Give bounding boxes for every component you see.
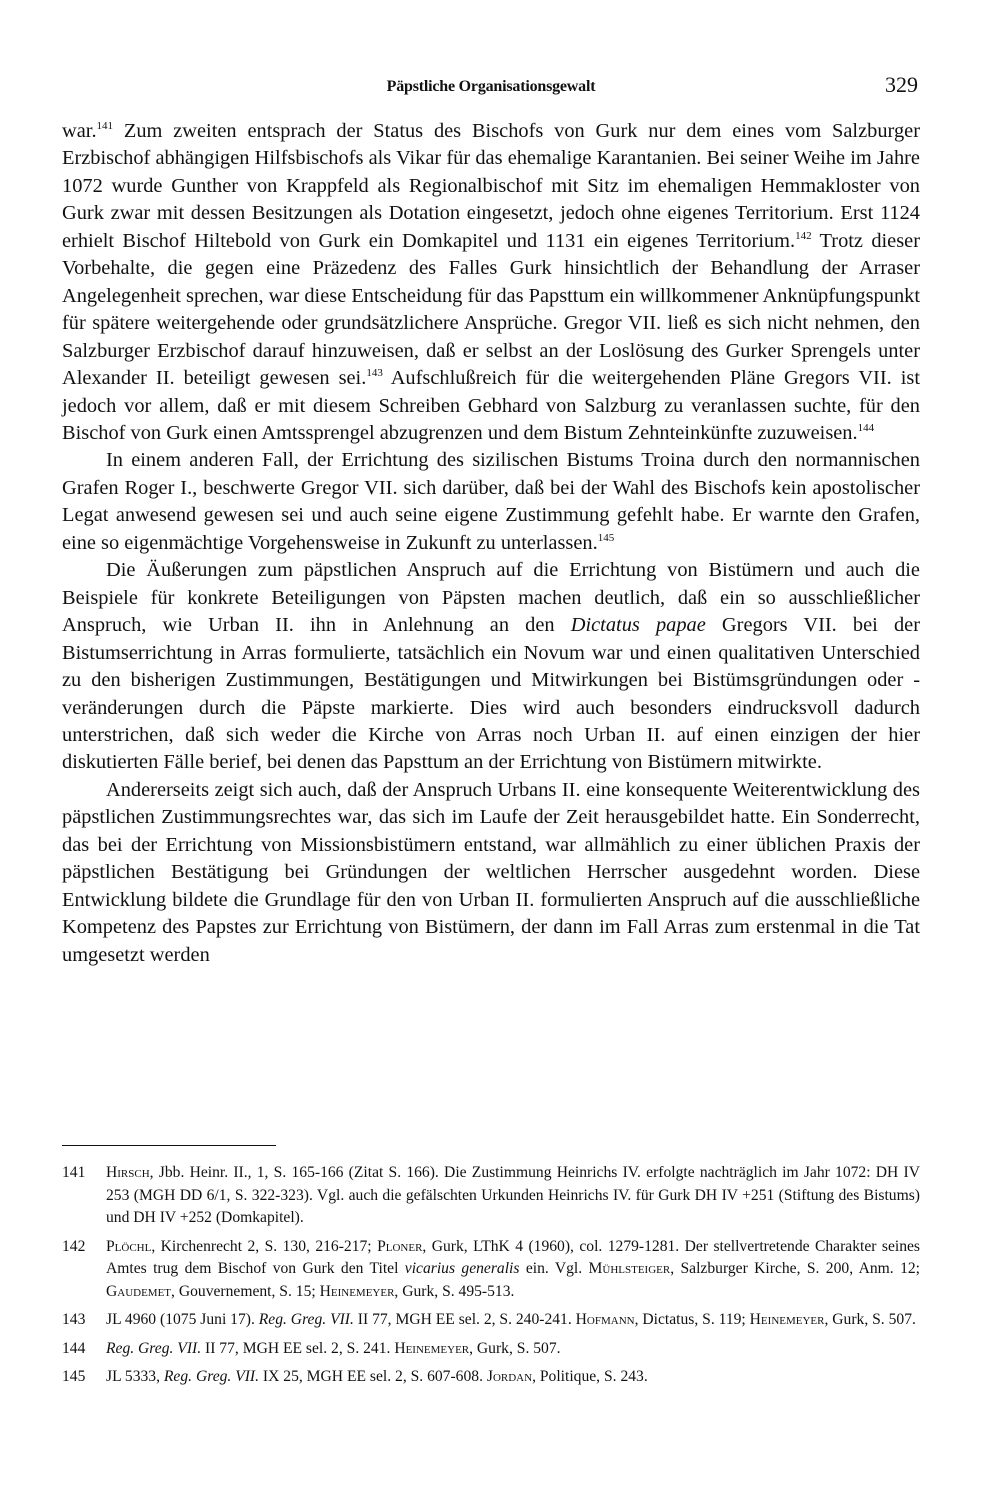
page-number: 329 <box>885 72 918 97</box>
text-span: Trotz dieser Vorbehalte, die gegen eine Präzedenz des Falles Gurk hinsichtlich der Behandlung der Arraser Angelegenheit sprechen, war diese Entscheidung für das Papsttum ein willkommener Anknüpfungspunkt für spätere weitergehende oder grundsätzlichere Ansprüche. Gregor VII. ließ es sich nicht nehmen, den Salzburger Erzbischof darauf hinzuweisen, daß er selbst an der Loslösung des Gurker Sprengels unter Alexander II. beteiligt gewesen sei. <box>62 229 921 390</box>
text-span: , Gurk, S. 507. <box>469 1339 561 1357</box>
text-span: II 77, MGH EE sel. 2, S. 241. <box>201 1339 395 1357</box>
italic-title: Reg. Greg. VII. <box>258 1311 354 1328</box>
text-span: , Dictatus, S. 119; <box>634 1311 750 1328</box>
text-span: , Gurk, LThK 4 (1960), col. 1279-1281. Der stellvertretende Charakter seines Amtes trug dem Bischof von Gurk den Titel <box>106 1237 920 1277</box>
footnote-ref: 143 <box>366 367 383 380</box>
italic-title: Reg. Greg. VII. <box>163 1368 260 1385</box>
text-span: Aufschlußreich für die weitergehenden Pläne Gregors VII. ist jedoch vor allem, daß er mit diesem Schreiben Gebhard von Salzburg zu veranlassen suchte, für den Bischof von Gurk einen Amtssprengel abzugrenzen und dem Bistum Zehnteinkünfte zuzuweisen. <box>62 367 920 444</box>
text-span: Gregors VII. bei der Bistumserrichtung in Arras formulierte, tatsächlich ein Novum war und einen qualitativen Unterschied zu den bisherigen Zustimmungen, Bestätigungen und Mitwirkungen bei Bistümsgründungen oder -veränderungen durch die Päpste markierte. Dies wird auch besonders eindrucksvoll dadurch unterstrichen, daß sich weder die Kirche von Arras noch Urban II. auf einen einzigen der hier diskutierten Fälle berief, bei denen das Papsttum an der Errichtung von Bistümern mitwirkte. <box>62 614 920 774</box>
footnote <box>62 1366 920 1389</box>
text-span: Zum zweiten entsprach der Status des Bischofs von Gurk nur dem eines vom Salzburger Erzbischof abhängigen Hilfsbischofs als Vikar für das ehemalige Karantanien. Bei seiner Weihe im Jahre 1072 wurde Gunther von Krappfeld als Regionalbischof mit Sitz im ehemaligen Hemmakloster von Gurk zwar mit dessen Besitzungen als Dotation eingesetzt, jedoch ohne eigenes Territorium. Erst 1124 erhielt Bischof Hiltebold von Gurk ein Domkapitel und 1131 ein eigenes Territorium. <box>62 120 920 252</box>
text-span: , Kirchenrecht 2, S. 130, 216-217; <box>151 1237 378 1255</box>
text-span: ein. Vgl. <box>519 1260 589 1277</box>
text-span: , Gouvernement, S. 15; <box>171 1282 320 1300</box>
footnote-number: 143 <box>62 1311 86 1328</box>
footnote-ref: 145 <box>597 531 615 544</box>
footnote <box>62 1236 920 1304</box>
text-span: JL 4960 (1075 Juni 17). <box>106 1311 259 1328</box>
paragraph <box>62 557 920 777</box>
author-name: Ploner <box>377 1237 423 1255</box>
footnote-number: 144 <box>62 1339 86 1357</box>
text-span: Andererseits zeigt sich auch, daß der Anspruch Urbans II. eine konsequente Weiterentwicklung des päpstlichen Zustimmungsrechtes war, das sich im Laufe der Zeit herausgebildet hatte. Ein Sonderrecht, das bei der Errichtung von Missionsbistümern entstand, war allmählich zu einer üblichen Praxis der päpstlichen Bestätigung bei Gründungen der weltlichen Herrscher ausgedehnt worden. Diese Entwicklung bildete die Grundlage für den von Urban II. formulierten Anspruch auf die ausschließliche Kompetenz des Papstes zur Errichtung von Bistümern, der dann im Fall Arras zum erstenmal in die Tat umgesetzt werden <box>62 778 920 966</box>
page-header <box>62 72 920 108</box>
footnote-ref: 144 <box>857 421 875 434</box>
main-text <box>62 118 920 969</box>
footnote-ref: 142 <box>795 229 812 242</box>
text-span: , Salzburger Kirche, S. 200, Anm. 12; <box>670 1260 920 1277</box>
author-name: Heinemeyer <box>394 1339 470 1357</box>
text-span: , Politique, S. 243. <box>532 1368 648 1385</box>
footnote-ref: 141 <box>96 120 114 132</box>
text-span: war. <box>62 120 97 142</box>
author-name: Heinemeyer <box>749 1311 825 1328</box>
footnote-number: 142 <box>62 1237 86 1255</box>
text-span: , Jbb. Heinr. II., 1, S. 165-166 (Zitat S. 166). Die Zustimmung Heinrichs IV. erfolgte nachträglich im Jahr 1072: DH IV 253 (MGH DD 6/1, S. 322-323). Vgl. auch die gefälschten Urkunden Heinrichs IV. für Gurk DH IV +251 (Stiftung des Bistums) und DH IV +252 (Domkapitel). <box>106 1164 920 1226</box>
footnote <box>62 1162 920 1230</box>
text-span: IX 25, MGH EE sel. 2, S. 607-608. <box>259 1368 487 1385</box>
author-name: Plöchl <box>106 1237 152 1255</box>
text-span: , Gurk, S. 495-513. <box>394 1282 515 1300</box>
italic-term: vicarius generalis <box>404 1260 520 1277</box>
italic-title: Reg. Greg. VII. <box>106 1339 202 1357</box>
author-name: Mühlsteiger <box>588 1260 671 1277</box>
text-span: In einem anderen Fall, der Errichtung des sizilischen Bistums Troina durch den normannischen Grafen Roger I., beschwerte Gregor VII. sich darüber, daß bei der Wahl des Bischofs kein apostolischer Legat anwesend gewesen sei und auch seine eigene Zustimmung gefehlt habe. Er warnte den Grafen, eine so eigenmächtige Vorgehensweise in Zukunft zu unterlassen. <box>62 449 920 554</box>
running-head: Päpstliche Organisationsgewalt <box>386 78 596 95</box>
author-name: Hofmann <box>575 1311 635 1328</box>
footnotes <box>62 1162 920 1389</box>
paragraph <box>62 118 920 447</box>
text-span: JL 5333, <box>106 1368 164 1385</box>
footnote-separator <box>62 1145 276 1146</box>
author-name: Hirsch <box>106 1164 150 1181</box>
author-name: Heinemeyer <box>319 1282 395 1300</box>
footnote-number: 145 <box>62 1368 86 1385</box>
author-name: Gaudemet <box>106 1282 172 1300</box>
text-span: II 77, MGH EE sel. 2, S. 240-241. <box>353 1311 576 1328</box>
italic-title: Dictatus papae <box>570 614 706 637</box>
footnote <box>62 1309 920 1332</box>
text-span: , Gurk, S. 507. <box>824 1311 916 1328</box>
footnote <box>62 1338 920 1361</box>
text-span: Die Äußerungen zum päpstlichen Anspruch auf die Errichtung von Bistümern und auch die Beispiele für konkrete Beteiligungen von Päpsten machen deutlich, daß ein so ausschließlicher Anspruch, wie Urban II. ihn in Anlehnung an den <box>62 559 920 637</box>
footnote-number: 141 <box>62 1164 86 1181</box>
paragraph <box>62 777 920 969</box>
author-name: Jordan <box>486 1368 533 1385</box>
paragraph <box>62 447 920 557</box>
